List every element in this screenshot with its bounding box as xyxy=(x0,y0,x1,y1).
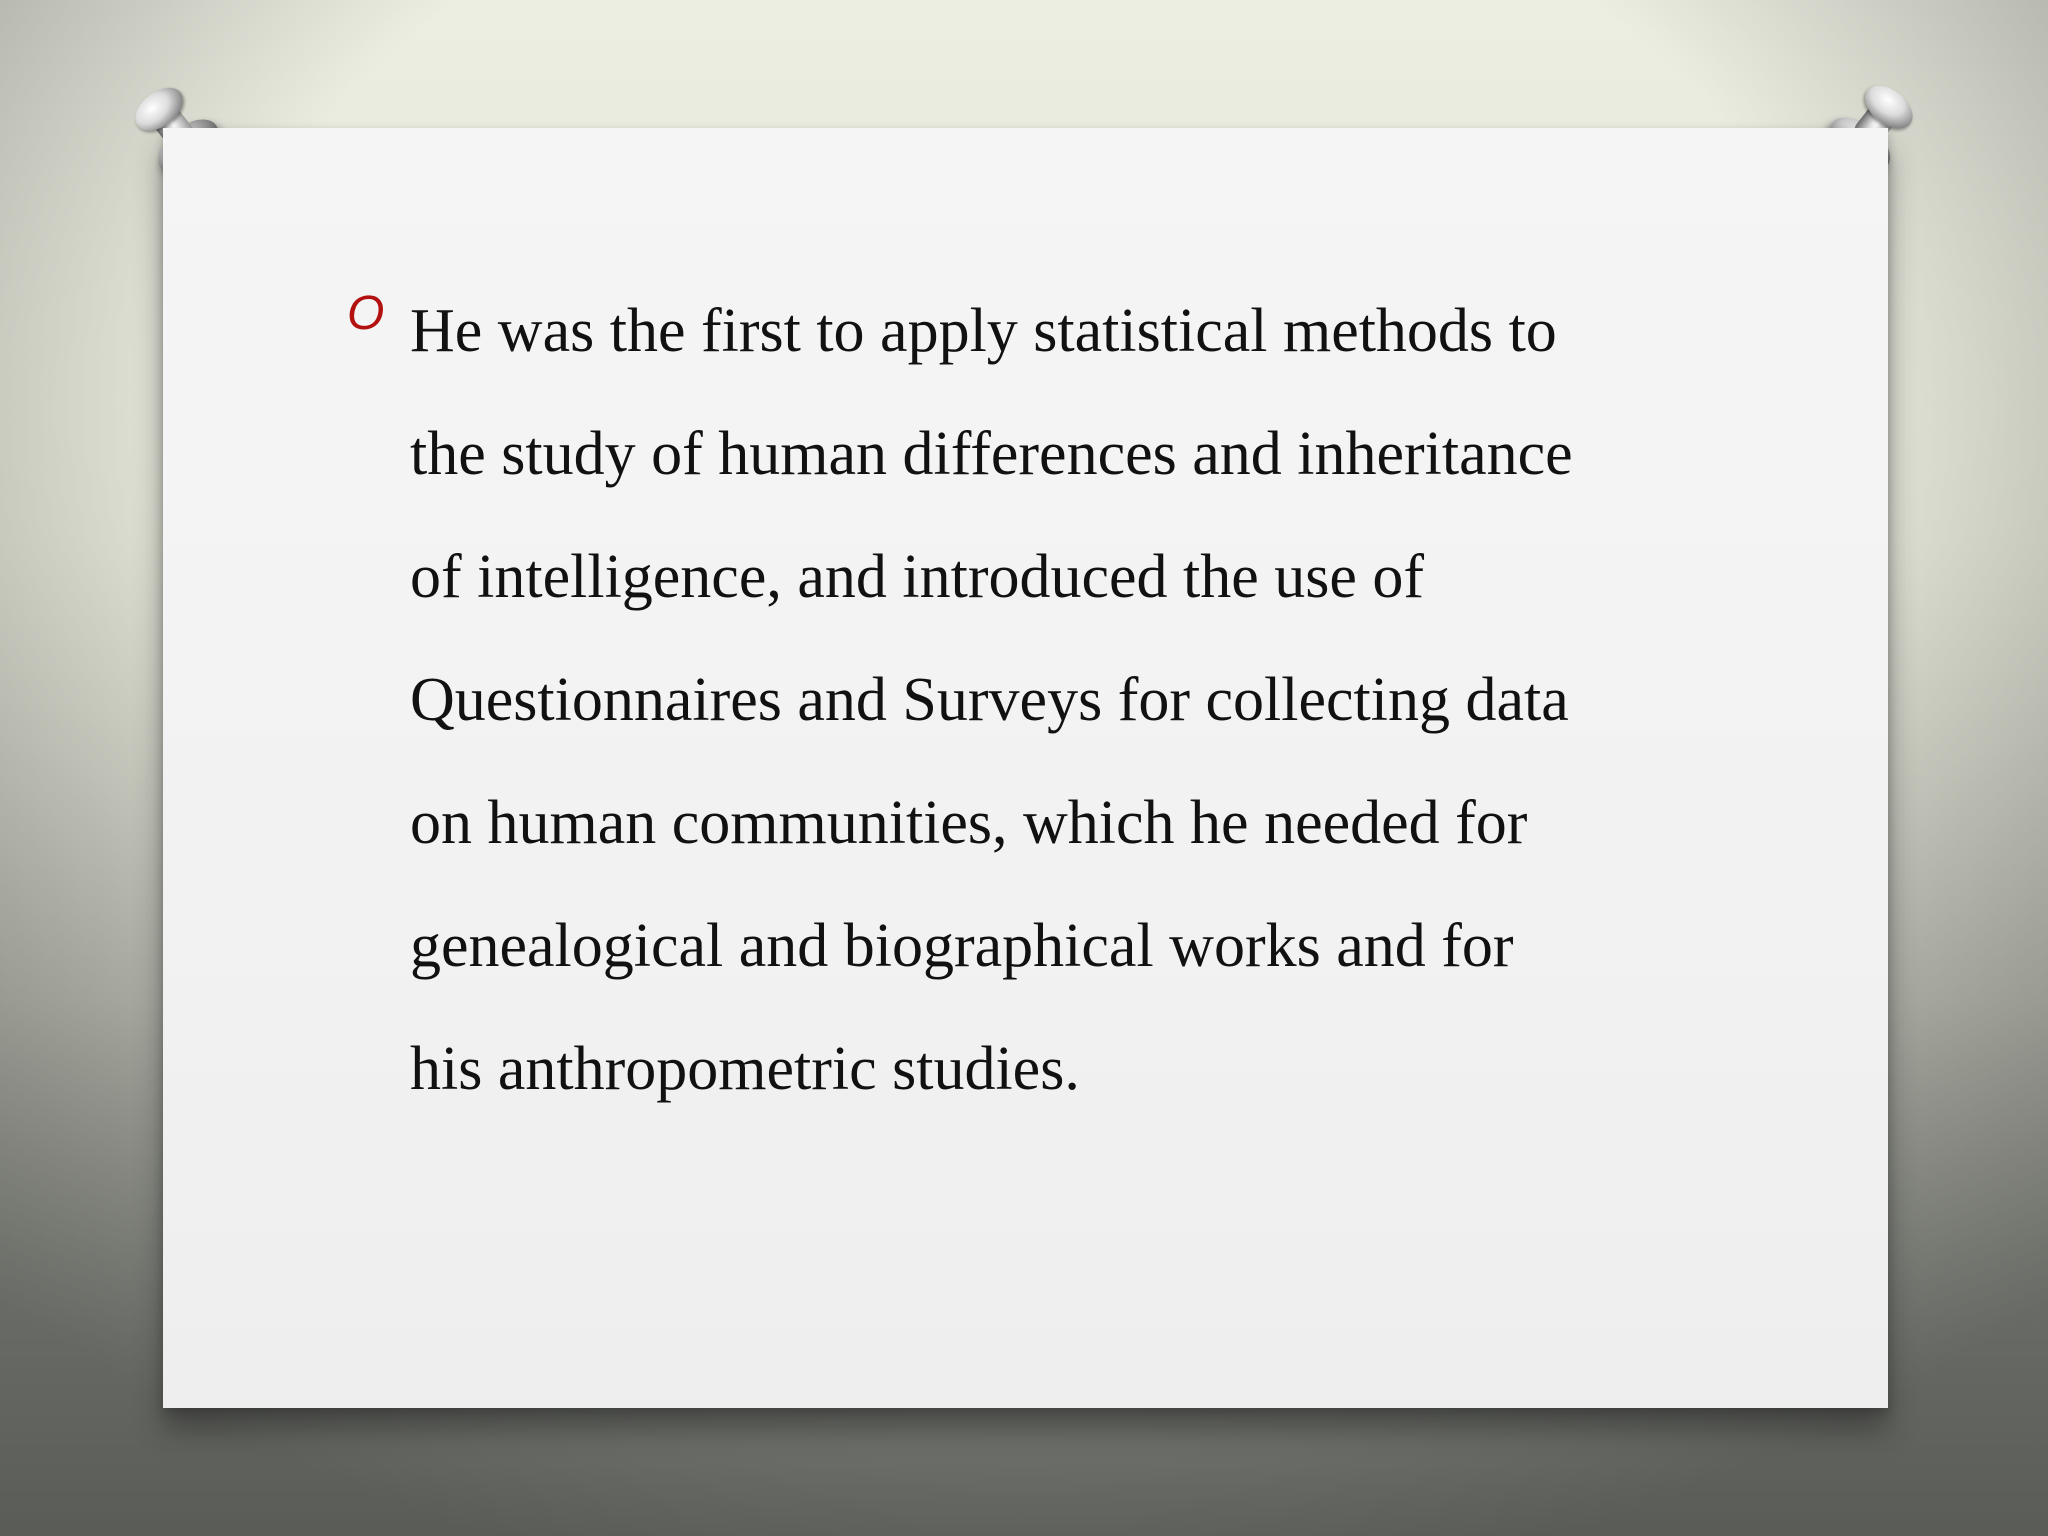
bullet-text-line: of intelligence, and introduced the use of xyxy=(410,543,1425,611)
bullet-text-line: Questionnaires and Surveys for collecting data xyxy=(410,666,1569,734)
bullet-text-line: on human communities, which he needed for xyxy=(410,789,1528,857)
bullet-item xyxy=(347,270,1727,1131)
bullet-text xyxy=(347,270,1727,1131)
bullet-text-line: genealogical and biographical works and for xyxy=(410,912,1514,980)
bullet-text-line: He was the first to apply statistical methods to xyxy=(410,297,1557,365)
bullet-text-line: the study of human differences and inheritance xyxy=(410,420,1573,488)
bullet-marker: O xyxy=(347,287,385,340)
bullet-text-line: his anthropometric studies. xyxy=(410,1035,1080,1103)
